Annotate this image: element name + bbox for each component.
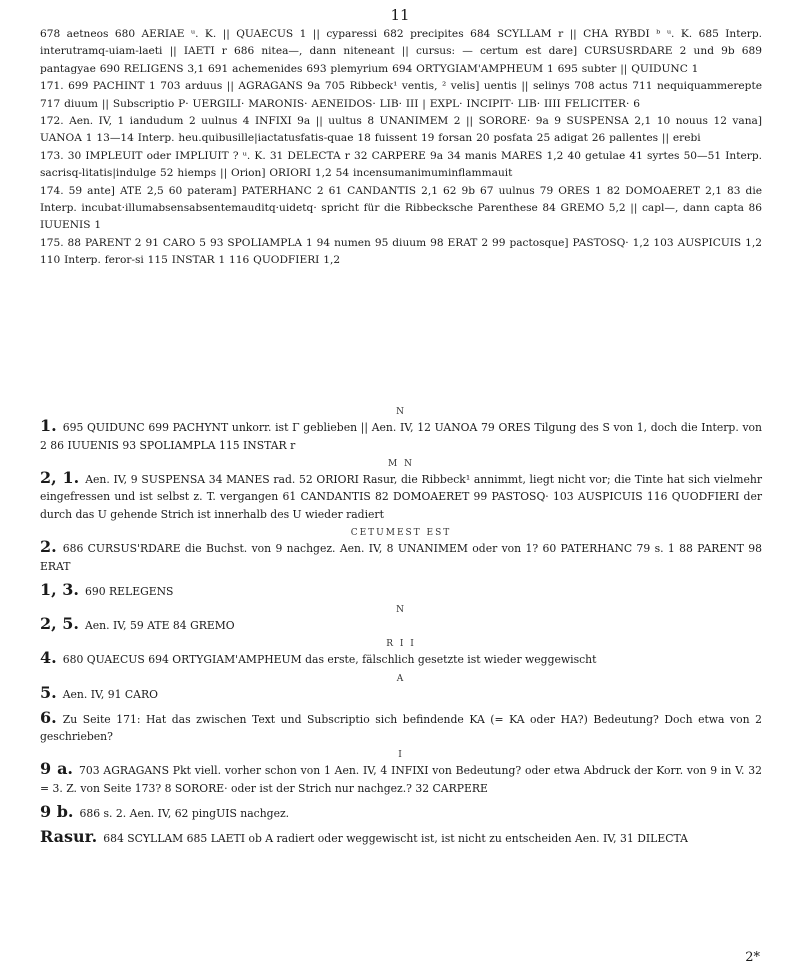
note-text: 686 CURSUS'RDARE die Buchst. von 9 nachgez. Aen. IV, 8 UNANIMEM oder von 1? 60 PATERHANC 79 s. 1 88 PARENT 98 ERAT bbox=[40, 542, 762, 573]
note-number: 2. bbox=[40, 537, 57, 557]
note-superscript: A bbox=[396, 673, 406, 684]
note-text: 695 QUIDUNC 699 PACHYNT unkorr. ist Γ geblieben || Aen. IV, 12 UANOA 79 ORES Tilgung des S von 1, doch die Interp. von 2 86 IUUENIS 93 SPOLIAMPLA 115 INSTAR r bbox=[40, 421, 762, 452]
apparatus-line: 173. 30 IMPLEUIT oder IMPLIUIT ? ᵘ. K. 31 DELECTA r 32 CARPERE 9a 34 manis MARES 1,2 40 getulae 41 syrtes 50—51 Interp. sacrisq-litatis|indulge 52 hiemps || Orion] ORIORI 1,2 54 incensumanimuminflammauit bbox=[40, 149, 762, 180]
note-entry bbox=[40, 751, 762, 797]
apparatus-line: 172. Aen. IV, 1 iandudum 2 uulnus 4 INFIXI 9a || uultus 8 UNANIMEM 2 || SORORE· 9a 9 SUSPENSA 2,1 10 nouus 12 vana] UANOA 1 13—14 Interp. heu.quibusille|iactatusfatis-quae 18 fuissent 19 forsan 20 posfata 25 adigat 26 pallentes || erebi bbox=[40, 115, 762, 145]
note-entry bbox=[40, 803, 762, 823]
note-entry bbox=[40, 606, 762, 635]
note-text: 684 SCYLLAM 685 LAETI ob A radiert oder weggewischt ist, ist nicht zu entscheiden Aen. IV, 31 DILECTA bbox=[103, 832, 688, 846]
note-number: 2, 1. bbox=[40, 467, 80, 487]
note-text: Zu Seite 171: Hat das zwischen Text und Subscriptio sich befindende KA (= KA oder HA?) Bedeutung? Doch etwa von 2 geschrieben? bbox=[40, 712, 762, 744]
note-number: 9 b. bbox=[40, 802, 74, 822]
note-number: 2, 5. bbox=[40, 614, 79, 634]
signature-mark: 2* bbox=[745, 950, 760, 965]
apparatus-line: 174. 59 ante] ATE 2,5 60 pateram] PATERHANC 2 61 CANDANTIS 2,1 62 9b 67 uulnus 79 ORES 1 82 DOMOAERET 2,1 83 die Interp. incubat·illumabsensabsentemauditq·uidetq· spricht für die Ribbecksche Parenthese 84 GREMO 5,2 || capl—, dann capta 86 IUUENIS 1 bbox=[40, 184, 762, 232]
note-superscript: N bbox=[396, 407, 406, 417]
note-entry bbox=[40, 640, 762, 669]
note-number: 1. bbox=[40, 416, 57, 435]
note-superscript: M N bbox=[388, 458, 414, 469]
note-text: Aen. IV, 59 ATE 84 GREMO bbox=[84, 619, 235, 633]
note-number: 4. bbox=[40, 648, 57, 668]
page-number: 11 bbox=[390, 6, 410, 24]
note-entry bbox=[40, 581, 762, 601]
note-entry bbox=[40, 408, 762, 454]
hand-notes bbox=[40, 408, 762, 854]
note-number: 5. bbox=[40, 682, 57, 702]
note-entry bbox=[40, 828, 762, 848]
note-text: Aen. IV, 9 SUSPENSA 34 MANES rad. 52 ORIORI Rasur, die Ribbeck¹ annimmt, liegt nicht vor; die Tinte hat sich vielmehr eingefressen und ist selbst z. T. vergangen 61 CANDANTIS 82 DOMOAERET 99 PASTOSQ· 103 AUSPICUIS 116 QUODFIERI der durch das U gehende Strich ist innerhalb des U wieder radiert bbox=[40, 472, 762, 521]
note-text: Aen. IV, 91 CARO bbox=[62, 687, 158, 701]
apparatus-line: 175. 88 PARENT 2 91 CARO 5 93 SPOLIAMPLA 1 94 numen 95 diuum 98 ERAT 2 99 pactosque] PASTOSQ· 1,2 103 AUSPICUIS 1,2 110 Interp. feror-si 115 INSTAR 1 116 QUODFIERI 1,2 bbox=[40, 236, 762, 267]
note-number: 6. bbox=[40, 707, 57, 727]
note-number: 9 a. bbox=[40, 759, 73, 779]
note-superscript: CETUMEST EST bbox=[350, 528, 452, 539]
note-text: 703 AGRAGANS Pkt viell. vorher schon von 1 Aen. IV, 4 INFIXI von Bedeutung? oder etwa Abdruck der Korr. von 9 in V. 32 = 3. Z. von Seite 173? 8 SORORE· oder ist der Strich nur nachgez.? 32 CARPERE bbox=[40, 764, 762, 796]
critical-apparatus bbox=[40, 26, 762, 270]
note-entry bbox=[40, 675, 762, 704]
note-superscript: N bbox=[396, 605, 406, 616]
apparatus-line: 678 aetneos 680 AERIAE ᵘ. K. || QUAECUS 1 || cyparessi 682 precipites 684 SCYLLAM r || CHA RYBDI ᵇ ᵘ. K. 685 Interp. interutramq-uiam-laeti || IAETI r 686 nitea—, dann niteneant || cursus: — certum est dare] CURSUSRDARE 2 und 9b 689 pantagyae 690 RELIGENS 3,1 691 achemenides 693 plemyrium 694 ORTYGIAM'AMPHEUM 1 695 subter || QUIDUNC 1 bbox=[40, 28, 762, 75]
note-entry bbox=[40, 460, 762, 524]
note-text: 690 RELEGENS bbox=[84, 584, 174, 598]
note-superscript: I bbox=[398, 750, 404, 761]
note-number: 1, 3. bbox=[40, 579, 79, 599]
note-text: 686 s. 2. Aen. IV, 62 pingUIS nachgez. bbox=[79, 807, 290, 821]
apparatus-line: 171. 699 PACHINT 1 703 arduus || AGRAGANS 9a 705 Ribbeck¹ ventis, ² velis] uentis || selinys 708 actus 711 nequiquammerepte 717 diuum || Subscriptio P· UERGILI· MARONIS· AENEIDOS· LIB· III | EXPL· INCIPIT· LIB· IIII FELICITER· 6 bbox=[40, 80, 762, 110]
note-text: 680 QUAECUS 694 ORTYGIAM'AMPHEUM das erste, fälschlich gesetzte ist wieder weggewischt bbox=[62, 653, 597, 667]
note-entry bbox=[40, 529, 762, 575]
note-superscript: R I I bbox=[386, 639, 416, 650]
note-entry bbox=[40, 709, 762, 746]
note-number: Rasur. bbox=[40, 827, 98, 847]
